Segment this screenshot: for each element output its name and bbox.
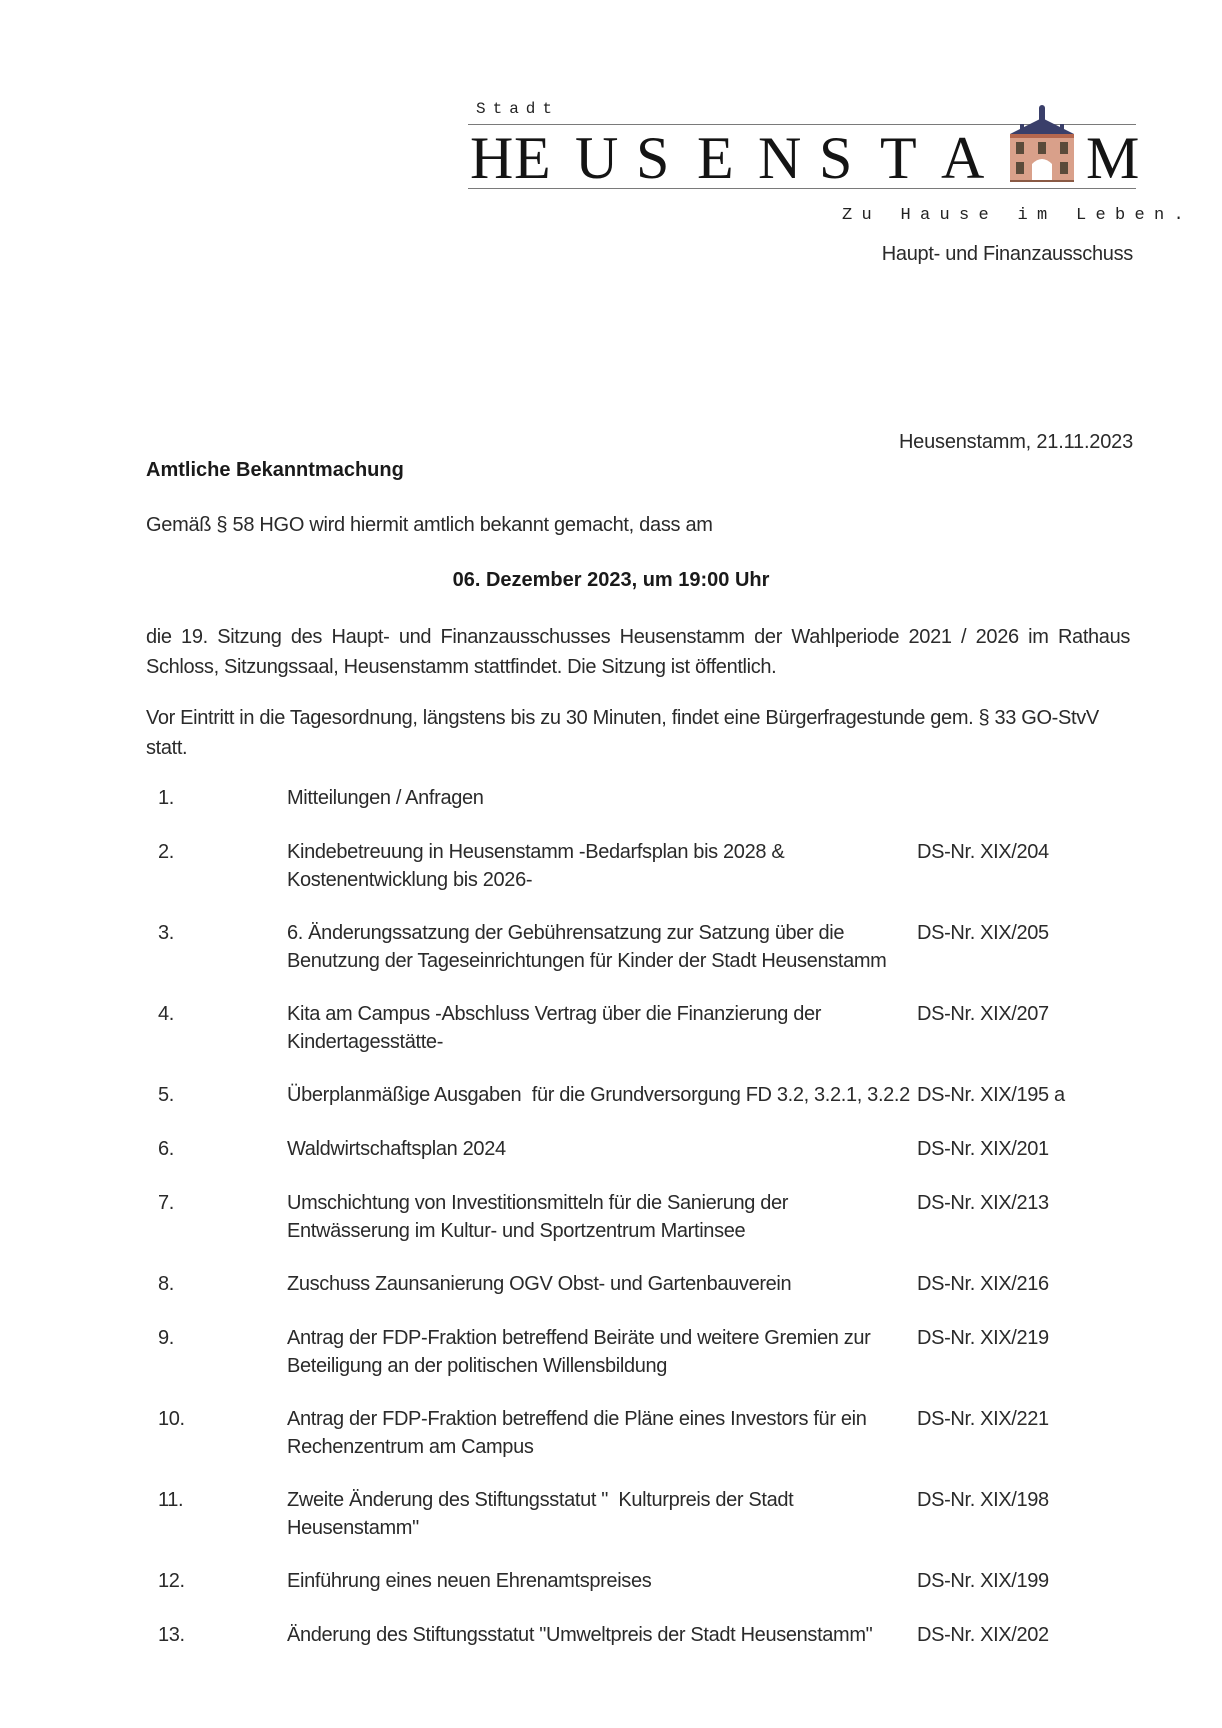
agenda-item-reference: DS-Nr. XIX/216 (917, 1273, 1049, 1295)
agenda-item-reference: DS-Nr. XIX/198 (917, 1489, 1049, 1511)
agenda-item-number: 2. (158, 841, 174, 863)
agenda-item-title: Kindebetreuung in Heusenstamm -Bedarfsplan bis 2028 & Kostenentwicklung bis 2026- (287, 841, 785, 891)
agenda-item-title: Umschichtung von Investitionsmitteln für die Sanierung der Entwässerung im Kultur- und Sportzentrum Martinsee (287, 1192, 789, 1242)
agenda-item-title: Zuschuss Zaunsanierung OGV Obst- und Gartenbauverein (287, 1273, 792, 1295)
intro-text: Gemäß § 58 HGO wird hiermit amtlich bekannt gemacht, dass am (146, 514, 713, 536)
agenda-item-reference: DS-Nr. XIX/202 (917, 1624, 1049, 1646)
committee-name: Haupt- und Finanzausschuss (881, 243, 1133, 265)
agenda-item-number: 4. (158, 1003, 174, 1025)
agenda-item-reference: DS-Nr. XIX/219 (917, 1327, 1049, 1349)
agenda-item-number: 1. (158, 787, 174, 809)
agenda-item-reference: DS-Nr. XIX/207 (917, 1003, 1049, 1025)
logo-stadt-label: Stadt (476, 100, 560, 118)
document-heading: Amtliche Bekanntmachung (146, 459, 404, 481)
agenda-item-number: 3. (158, 922, 174, 944)
agenda-item-title: Waldwirtschaftsplan 2024 (287, 1138, 506, 1160)
agenda-item-number: 11. (158, 1489, 184, 1511)
logo-letter: T (880, 125, 917, 191)
logo-letter: A (941, 125, 985, 191)
agenda-item-number: 6. (158, 1138, 174, 1160)
agenda-item-title: Mitteilungen / Anfragen (287, 787, 484, 809)
agenda-item-number: 5. (158, 1084, 174, 1106)
logo-bottom-rule (468, 188, 1136, 189)
agenda-item-reference: DS-Nr. XIX/204 (917, 841, 1049, 863)
logo-letter: E (514, 125, 551, 191)
agenda-item-number: 13. (158, 1624, 185, 1646)
agenda-item-title: Antrag der FDP-Fraktion betreffend die Pläne eines Investors für ein Rechenzentrum am Campus (287, 1408, 867, 1458)
agenda-item-title: Überplanmäßige Ausgaben für die Grundversorgung FD 3.2, 3.2.1, 3.2.2 (287, 1084, 910, 1106)
agenda-item-title: Antrag der FDP-Fraktion betreffend Beiräte und weitere Gremien zur Beteiligung an der politischen Willensbildung (287, 1327, 871, 1377)
logo-letter: E (697, 125, 734, 191)
agenda-item-reference: DS-Nr. XIX/213 (917, 1192, 1049, 1214)
agenda-item-reference: DS-Nr. XIX/199 (917, 1570, 1049, 1592)
place-date: Heusenstamm, 21.11.2023 (898, 431, 1133, 453)
agenda-item-number: 12. (158, 1570, 185, 1592)
castle-logo-icon (1000, 104, 1084, 184)
agenda-item-number: 9. (158, 1327, 174, 1349)
logo-letter: N (758, 125, 802, 191)
logo-city-name (470, 125, 1002, 191)
agenda-item-reference: DS-Nr. XIX/201 (917, 1138, 1049, 1160)
meeting-paragraph: die 19. Sitzung des Haupt- und Finanzausschusses Heusenstamm der Wahlperiode 2021 / 2026 im Rathaus Schloss, Sitzungssaal, Heusenstamm stattfindet. Die Sitzung ist öffentlich. (146, 626, 1130, 678)
logo-slogan: Zu Hause im Leben. (842, 206, 1194, 225)
citizen-question-paragraph: Vor Eintritt in die Tagesordnung, längstens bis zu 30 Minuten, findet eine Bürgerfragestunde gem. § 33 GO-StvV statt. (146, 707, 1099, 759)
agenda-item-reference: DS-Nr. XIX/205 (917, 922, 1049, 944)
logo-letter: U (575, 125, 619, 191)
agenda-item-title: Zweite Änderung des Stiftungsstatut " Kulturpreis der Stadt Heusenstamm" (287, 1489, 799, 1539)
logo-letter: H (470, 125, 514, 191)
agenda-item-title: Einführung eines neuen Ehrenamtspreises (287, 1570, 652, 1592)
agenda-item-reference: DS-Nr. XIX/195 a (917, 1084, 1065, 1106)
agenda-item-reference: DS-Nr. XIX/221 (917, 1408, 1049, 1430)
agenda-item-number: 8. (158, 1273, 174, 1295)
agenda-item-title: Kita am Campus -Abschluss Vertrag über die Finanzierung der Kindertagesstätte- (287, 1003, 822, 1053)
logo-letter: S (819, 125, 853, 191)
logo-last-letter: M (1086, 125, 1140, 191)
agenda-item-title: Änderung des Stiftungsstatut "Umweltpreis der Stadt Heusenstamm" (287, 1624, 873, 1646)
meeting-date: 06. Dezember 2023, um 19:00 Uhr (452, 569, 770, 591)
agenda-item-number: 7. (158, 1192, 174, 1214)
agenda-item-title: 6. Änderungssatzung der Gebührensatzung zur Satzung über die Benutzung der Tageseinrichtungen für Kinder der Stadt Heusenstamm (287, 922, 887, 972)
agenda-item-number: 10. (158, 1408, 185, 1430)
logo-letter: S (636, 125, 670, 191)
